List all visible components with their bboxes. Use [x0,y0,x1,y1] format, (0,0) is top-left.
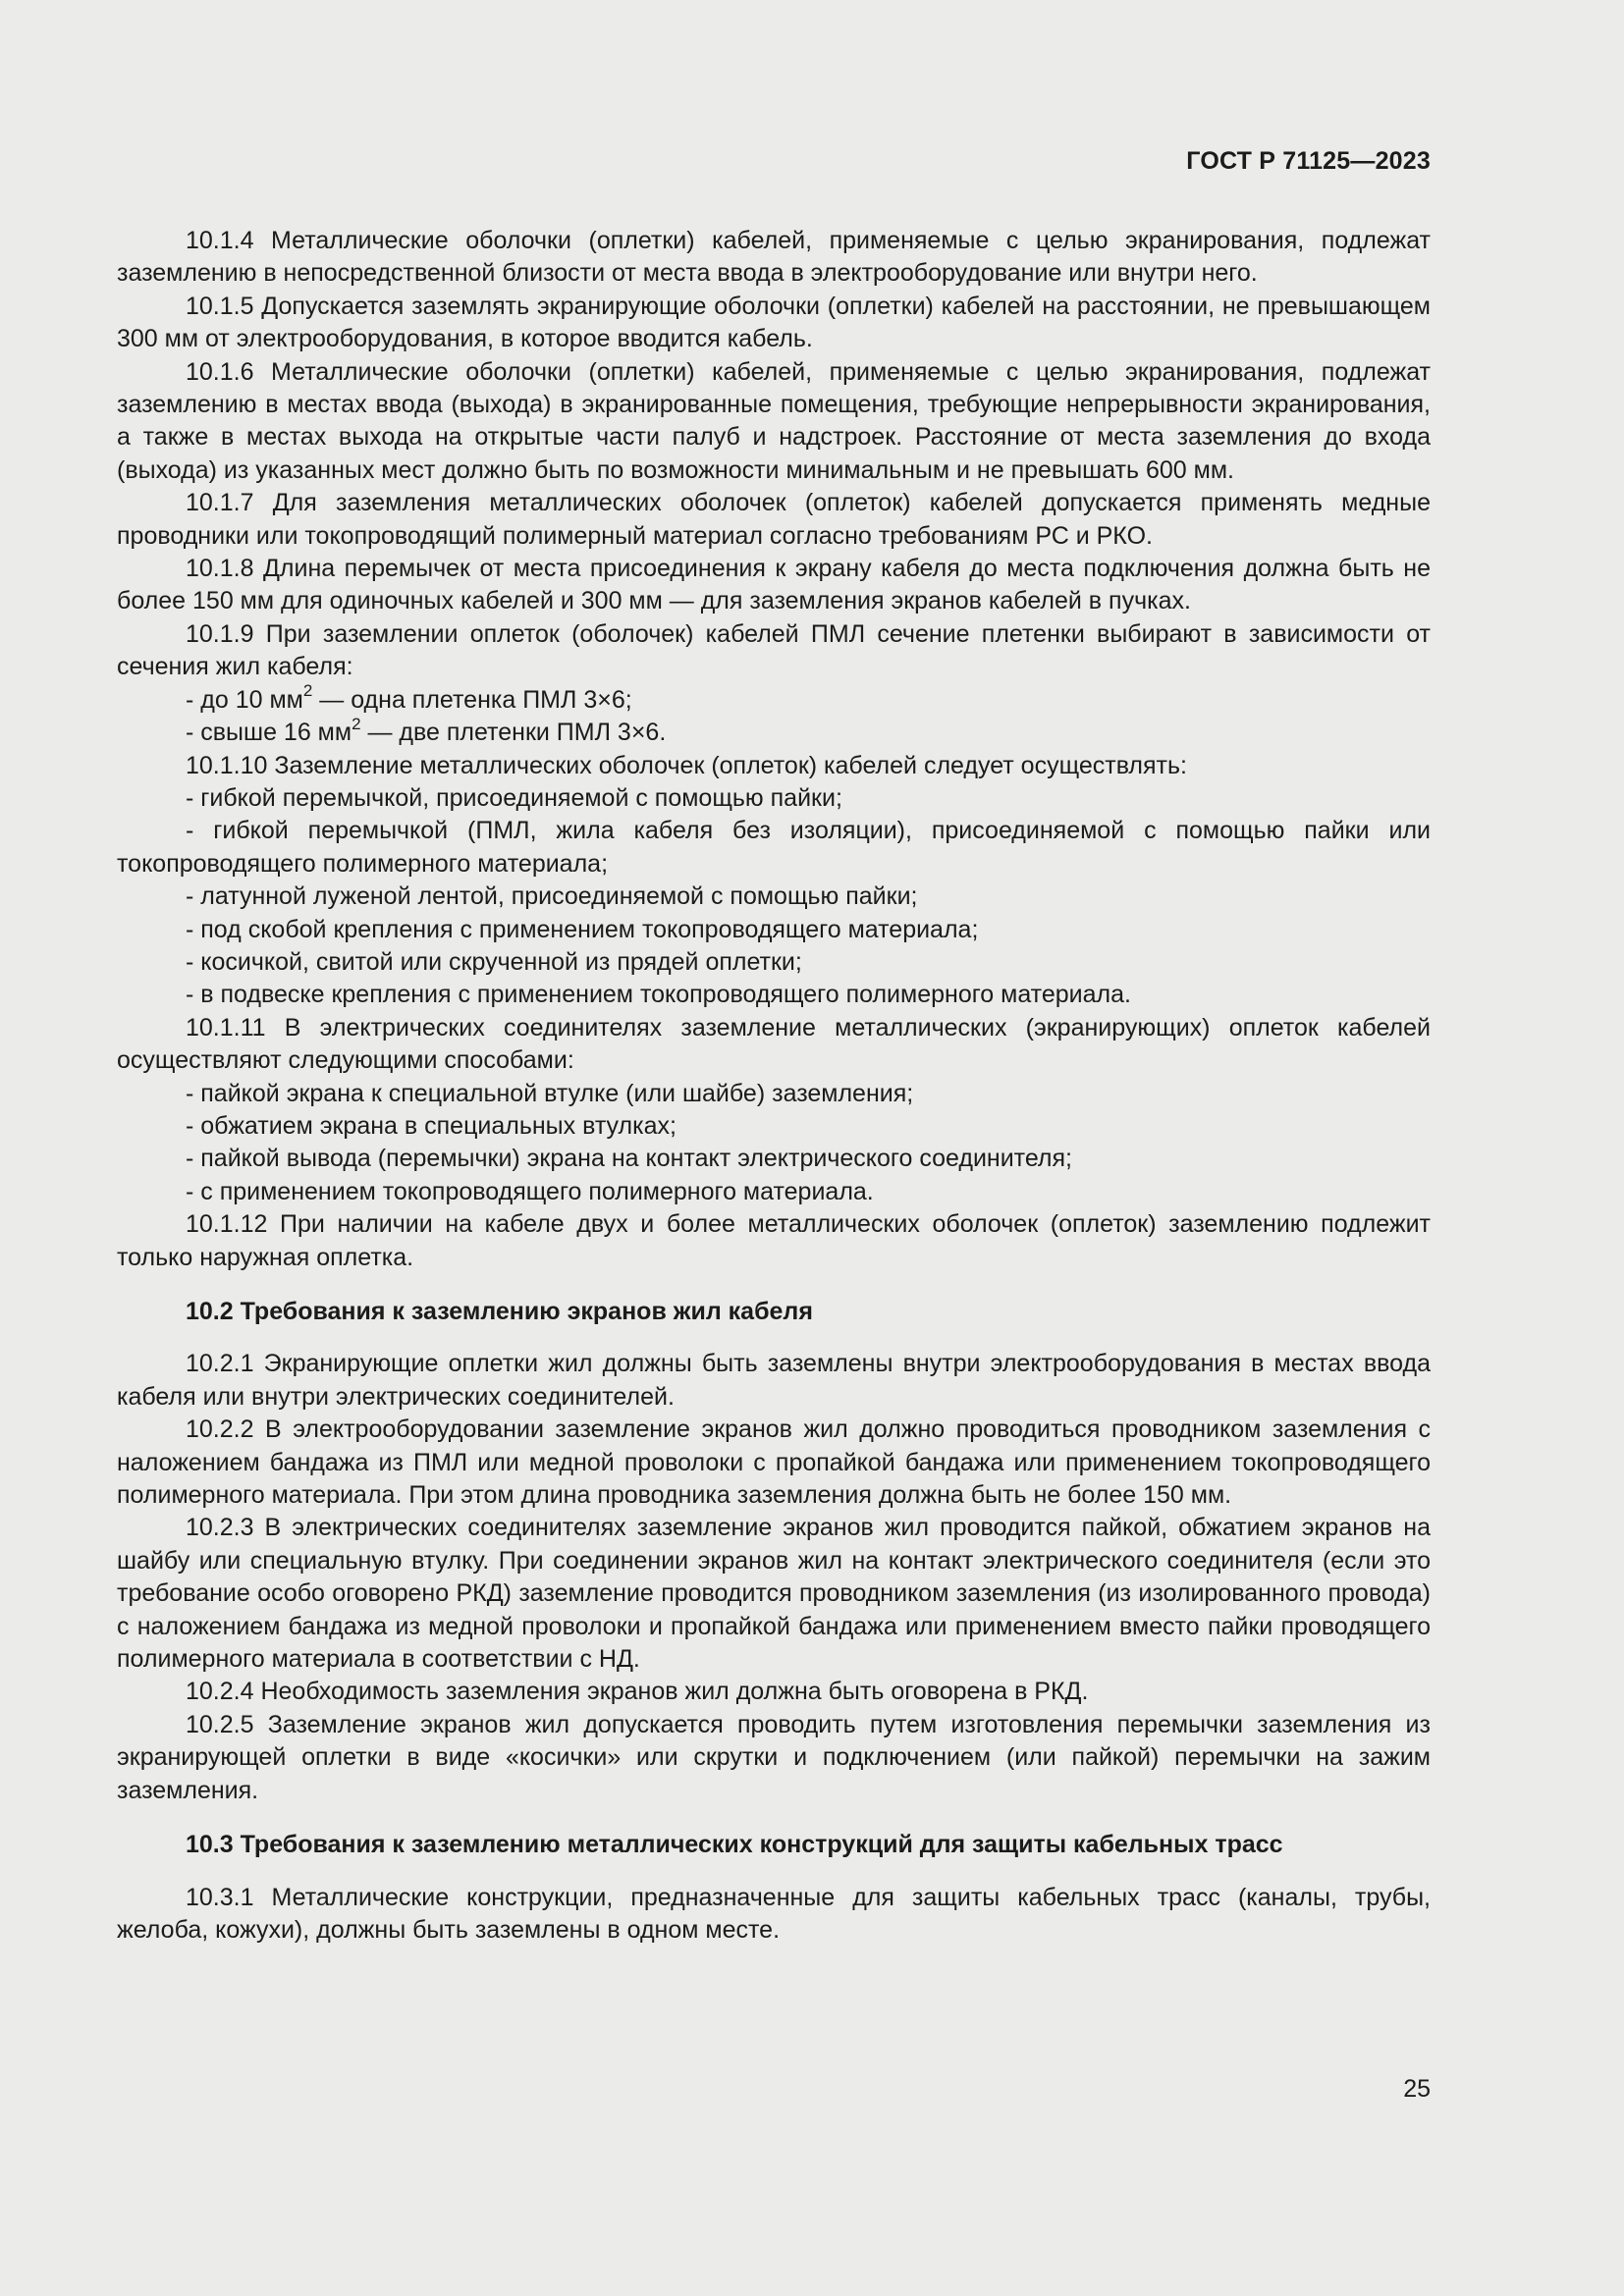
list-item: - до 10 $мм^2$ — одна плетенка ПМЛ 3×6; [186,681,632,714]
paragraph-10-1-11: 10.1.11 В электрических соединителях заземление металлических (экранирующих) оплеток кабелей осуществляют следующими способами: [117,1013,1431,1075]
list-item: - косичкой, свитой или скрученной из прядей оплетки; [186,947,802,976]
list-item: - с применением токопроводящего полимерного материала. [186,1177,874,1205]
list-item: - под скобой крепления с применением токопроводящего материала; [186,915,979,943]
list-item: - пайкой вывода (перемычки) экрана на контакт электрического соединителя; [186,1145,1072,1173]
list-item: - гибкой перемычкой, присоединяемой с помощью пайки; [186,783,842,812]
paragraph-10-2-5: 10.2.5 Заземление экранов жил допускается проводить путем изготовления перемычки заземления из экранирующей оплетки в виде «косички» или скрутки и подключением (или пайкой) перемычки на зажим заземления. [117,1710,1431,1804]
paragraph-10-3-1: 10.3.1 Металлические конструкции, предназначенные для защиты кабельных трасс (каналы, трубы, желоба, кожухи), должны быть заземлены в одном месте. [117,1883,1431,1944]
paragraph-10-2-4: 10.2.4 Необходимость заземления экранов жил должна быть оговорена в РКД. [186,1678,1089,1706]
list-item: - пайкой экрана к специальной втулке (или шайбе) заземления; [186,1079,914,1107]
paragraph-10-1-9: 10.1.9 При заземлении оплеток (оболочек) кабелей ПМЛ сечение плетенки выбирают в зависимости от сечения жил кабеля: [117,619,1431,681]
standard-number-header: ГОСТ Р 71125—2023 [1186,147,1431,175]
section-heading-10-3: 10.3 Требования к заземлению металлических конструкций для защиты кабельных трасс [186,1831,1283,1859]
paragraph-10-1-8: 10.1.8 Длина перемычек от места присоединения к экрану кабеля до места подключения должна быть не более 150 мм для одиночных кабелей и 300 мм — для заземления экранов кабелей в пучках. [117,555,1431,615]
list-item: - в подвеске крепления с применением токопроводящего полимерного материала. [186,981,1131,1009]
paragraph-10-1-10: 10.1.10 Заземление металлических оболочек (оплеток) кабелей следует осуществлять: [186,751,1187,779]
document-body [117,225,1431,1947]
page-number: 25 [1403,2075,1431,2103]
paragraph-10-1-7: 10.1.7 Для заземления металлических оболочек (оплеток) кабелей допускается применять медные проводники или токопроводящий полимерный материал согласно требованиям РС и РКО. [117,489,1431,550]
paragraph-10-1-4: 10.1.4 Металлические оболочки (оплетки) кабелей, применяемые с целью экранирования, подлежат заземлению в непосредственной близости от места ввода в электрооборудование или внутри него. [117,227,1431,288]
list-item: - обжатием экрана в специальных втулках; [186,1111,677,1140]
paragraph-10-1-5: 10.1.5 Допускается заземлять экранирующие оболочки (оплетки) кабелей на расстоянии, не превышающем 300 мм от электрооборудования, в которое вводится кабель. [117,292,1431,353]
paragraph-10-1-12: 10.1.12 При наличии на кабеле двух и более металлических оболочек (оплеток) заземлению подлежит только наружная оплетка. [117,1210,1431,1271]
list-item: - гибкой перемычкой (ПМЛ, жила кабеля без изоляции), присоединяемой с помощью пайки или токопроводящего полимерного материала; [117,817,1431,878]
paragraph-10-1-6: 10.1.6 Металлические оболочки (оплетки) кабелей, применяемые с целью экранирования, подлежат заземлению в местах ввода (выхода) в экранированные помещения, требующие непрерывности экранирования, а также в местах выхода на открытые части палуб и надстроек. Расстояние от места заземления до входа (выхода) из указанных мест должно быть по возможности минимальным и не превышать 600 мм. [117,357,1431,484]
list-item: - свыше 16 $мм^2$ — две плетенки ПМЛ 3×6. [186,714,667,747]
section-heading-10-2: 10.2 Требования к заземлению экранов жил кабеля [186,1298,813,1325]
paragraph-10-2-3: 10.2.3 В электрических соединителях заземление экранов жил проводится пайкой, обжатием экранов на шайбу или специальную втулку. При соединении экранов жил на контакт электрического соединителя (если это требование особо оговорено РКД) заземление проводится проводником заземления (из изолированного провода) с наложением бандажа из медной проволоки и пропайкой бандажа или применением вместо пайки проводящего полимерного материала в соответствии с НД. [117,1514,1431,1674]
paragraph-10-2-2: 10.2.2 В электрооборудовании заземление экранов жил должно проводиться проводником заземления с наложением бандажа из ПМЛ или медной проволоки с пропайкой бандажа или применением токопроводящего полимерного материала. При этом длина проводника заземления должна быть не более 150 мм. [117,1415,1431,1510]
paragraph-10-2-1: 10.2.1 Экранирующие оплетки жил должны быть заземлены внутри электрооборудования в местах ввода кабеля или внутри электрических соединителей. [117,1350,1431,1411]
list-item: - латунной луженой лентой, присоединяемой с помощью пайки; [186,882,918,911]
